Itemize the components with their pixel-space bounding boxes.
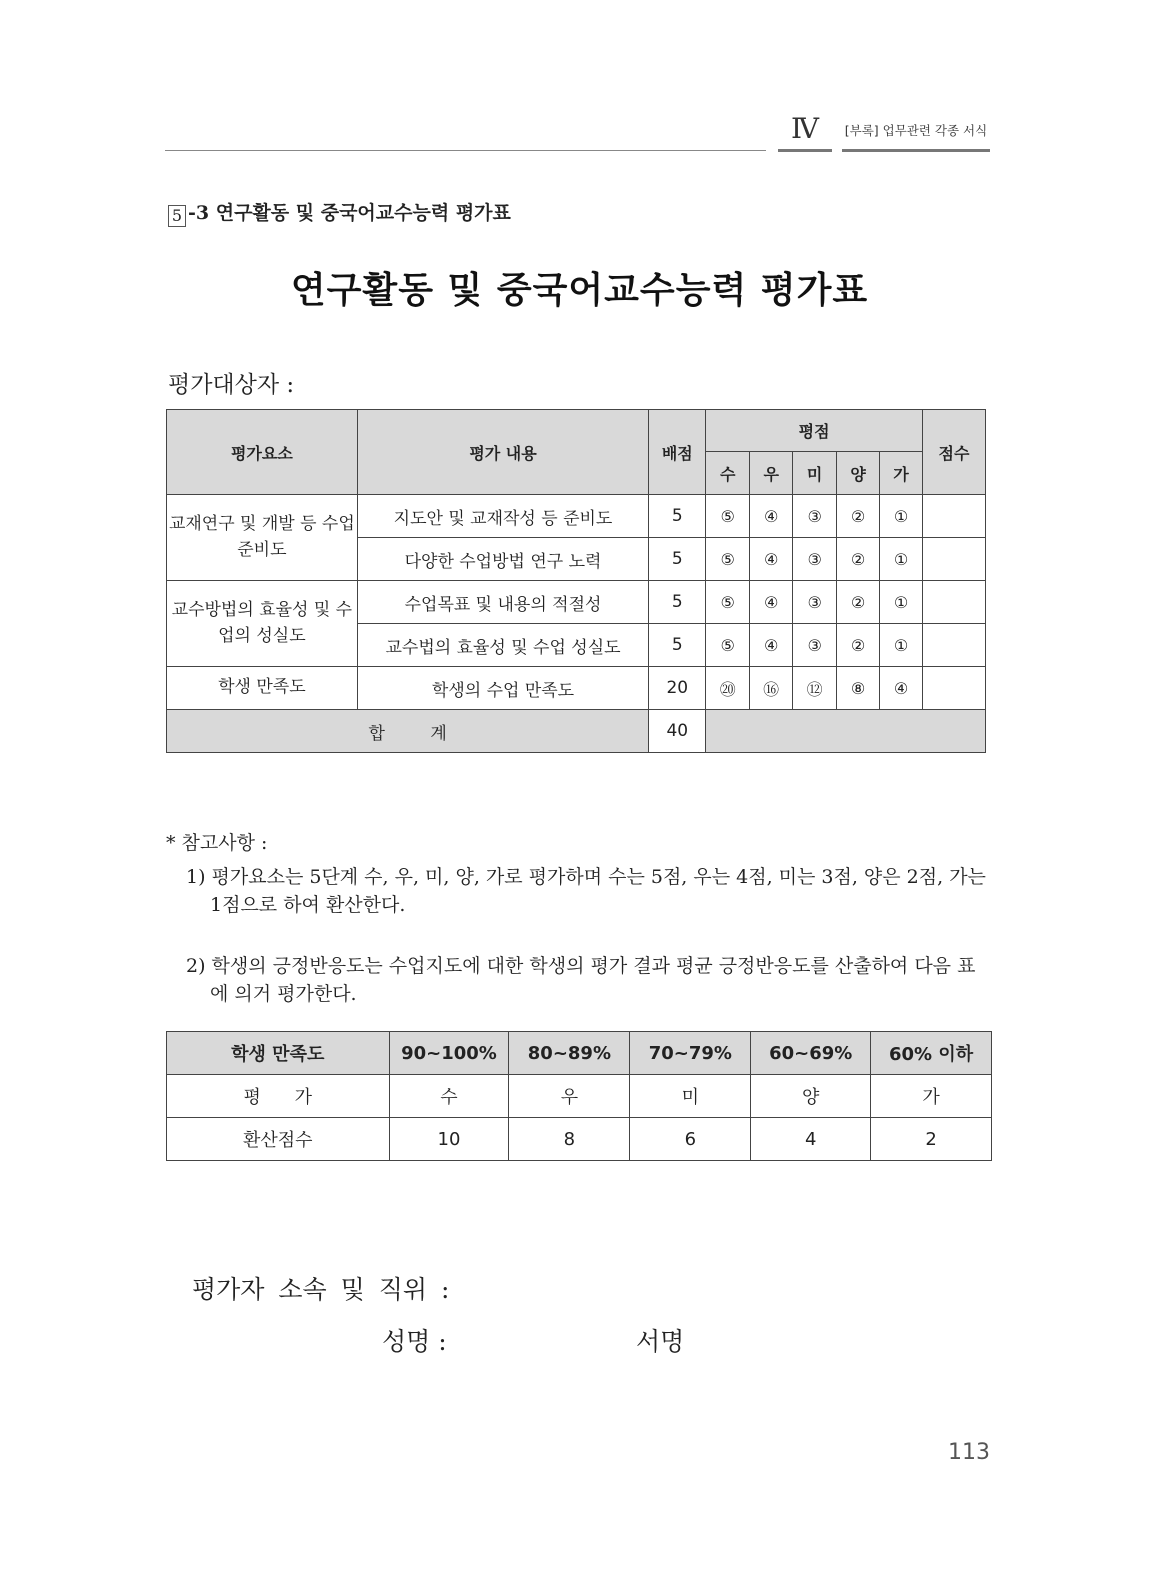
header-grade: 평점 xyxy=(706,410,923,452)
total-points: 40 xyxy=(649,710,706,753)
name-label: 성명 : xyxy=(382,1327,447,1356)
chapter-numeral: Ⅳ xyxy=(791,112,819,145)
mark-cell: ③ xyxy=(793,581,837,624)
score-cell xyxy=(923,538,986,581)
table-row xyxy=(167,495,986,538)
running-header: [부록] 업무관련 각종 서식 xyxy=(844,123,988,138)
section-title xyxy=(168,198,511,227)
mark-cell: ① xyxy=(880,581,923,624)
points-cell: 20 xyxy=(649,667,706,710)
mark-cell: ⑤ xyxy=(706,538,750,581)
mark-cell: ② xyxy=(837,624,880,667)
conv-header-cell: 80~89% xyxy=(509,1032,630,1075)
mark-cell: ① xyxy=(880,538,923,581)
mark-cell: ② xyxy=(837,495,880,538)
conv-cell: 10 xyxy=(389,1118,509,1161)
mark-cell: ① xyxy=(880,624,923,667)
mark-cell: ④ xyxy=(750,538,793,581)
score-cell xyxy=(923,624,986,667)
table-row xyxy=(167,1118,992,1161)
mark-cell: ⑳ xyxy=(706,667,750,710)
grade-header: 미 xyxy=(793,452,837,495)
conversion-header-row xyxy=(167,1032,992,1075)
conversion-table xyxy=(166,1031,992,1161)
subject-label: 평가대상자 : xyxy=(168,372,295,398)
conv-header-cell: 70~79% xyxy=(630,1032,751,1075)
header-rule xyxy=(165,150,766,151)
conv-cell: 가 xyxy=(871,1075,992,1118)
table-row xyxy=(167,581,986,624)
note-item: 1) 평가요소는 5단계 수, 우, 미, 양, 가로 평가하며 수는 5점, 우는 4점, 미는 3점, 양은 2점, 가는 1점으로 하여 환산한다. xyxy=(186,866,986,916)
conv-header-cell: 60% 이하 xyxy=(871,1032,992,1075)
content-cell: 다양한 수업방법 연구 노력 xyxy=(357,538,649,581)
total-row xyxy=(167,710,986,753)
grade-header: 수 xyxy=(706,452,750,495)
mark-cell: ② xyxy=(837,538,880,581)
mark-cell: ⑧ xyxy=(837,667,880,710)
mark-cell: ⑤ xyxy=(706,624,750,667)
conv-cell: 8 xyxy=(509,1118,630,1161)
conv-cell: 우 xyxy=(509,1075,630,1118)
conv-cell: 미 xyxy=(630,1075,751,1118)
evaluation-table xyxy=(166,409,986,753)
table-row xyxy=(167,1075,992,1118)
grade-header: 가 xyxy=(880,452,923,495)
conv-cell: 환산점수 xyxy=(167,1118,390,1161)
evaluator-affiliation-label: 평가자 소속 및 직위 : xyxy=(192,1275,450,1304)
conv-cell: 양 xyxy=(751,1075,871,1118)
conv-cell: 평 가 xyxy=(167,1075,390,1118)
mark-cell: ④ xyxy=(750,495,793,538)
signature-label: 서명 xyxy=(636,1327,685,1356)
score-cell xyxy=(923,581,986,624)
header-content: 평가 내용 xyxy=(357,410,649,495)
total-blank xyxy=(706,710,986,753)
points-cell: 5 xyxy=(649,538,706,581)
score-cell xyxy=(923,495,986,538)
mark-cell: ④ xyxy=(750,581,793,624)
mark-cell: ⑤ xyxy=(706,581,750,624)
points-cell: 5 xyxy=(649,495,706,538)
grade-header: 우 xyxy=(750,452,793,495)
mark-cell: ⑯ xyxy=(750,667,793,710)
mark-cell: ⑫ xyxy=(793,667,837,710)
mark-cell: ① xyxy=(880,495,923,538)
notes-heading: * 참고사항 : xyxy=(166,832,268,854)
content-cell: 교수법의 효율성 및 수업 성실도 xyxy=(357,624,649,667)
mark-cell: ② xyxy=(837,581,880,624)
content-cell: 지도안 및 교재작성 등 준비도 xyxy=(357,495,649,538)
mark-cell: ④ xyxy=(880,667,923,710)
mark-cell: ⑤ xyxy=(706,495,750,538)
category-cell: 교수방법의 효율성 및 수업의 성실도 xyxy=(167,581,358,667)
category-cell: 학생 만족도 xyxy=(167,667,358,710)
mark-cell: ③ xyxy=(793,624,837,667)
mark-cell: ③ xyxy=(793,538,837,581)
conv-header-cell: 학생 만족도 xyxy=(167,1032,390,1075)
points-cell: 5 xyxy=(649,581,706,624)
page-number: 113 xyxy=(948,1440,990,1465)
content-cell: 수업목표 및 내용의 적절성 xyxy=(357,581,649,624)
conv-cell: 2 xyxy=(871,1118,992,1161)
table-row xyxy=(167,667,986,710)
section-title-text: -3 연구활동 및 중국어교수능력 평가표 xyxy=(188,202,511,224)
conv-cell: 4 xyxy=(751,1118,871,1161)
content-cell: 학생의 수업 만족도 xyxy=(357,667,649,710)
header-score: 점수 xyxy=(923,410,986,495)
grade-header: 양 xyxy=(837,452,880,495)
section-number-box: 5 xyxy=(168,205,186,227)
running-header-underline xyxy=(842,149,990,152)
conv-cell: 6 xyxy=(630,1118,751,1161)
points-cell: 5 xyxy=(649,624,706,667)
score-cell xyxy=(923,667,986,710)
category-cell: 교재연구 및 개발 등 수업준비도 xyxy=(167,495,358,581)
conv-header-cell: 60~69% xyxy=(751,1032,871,1075)
header-allot: 배점 xyxy=(649,410,706,495)
note-item: 2) 학생의 긍정반응도는 수업지도에 대한 학생의 평가 결과 평균 긍정반응도를 산출하여 다음 표에 의거 평가한다. xyxy=(186,955,976,1005)
mark-cell: ④ xyxy=(750,624,793,667)
chapter-underline xyxy=(778,149,832,152)
page-title: 연구활동 및 중국어교수능력 평가표 xyxy=(290,270,869,311)
mark-cell: ③ xyxy=(793,495,837,538)
conv-cell: 수 xyxy=(389,1075,509,1118)
total-label: 합 계 xyxy=(167,710,649,753)
conv-header-cell: 90~100% xyxy=(389,1032,509,1075)
header-element: 평가요소 xyxy=(167,410,358,495)
